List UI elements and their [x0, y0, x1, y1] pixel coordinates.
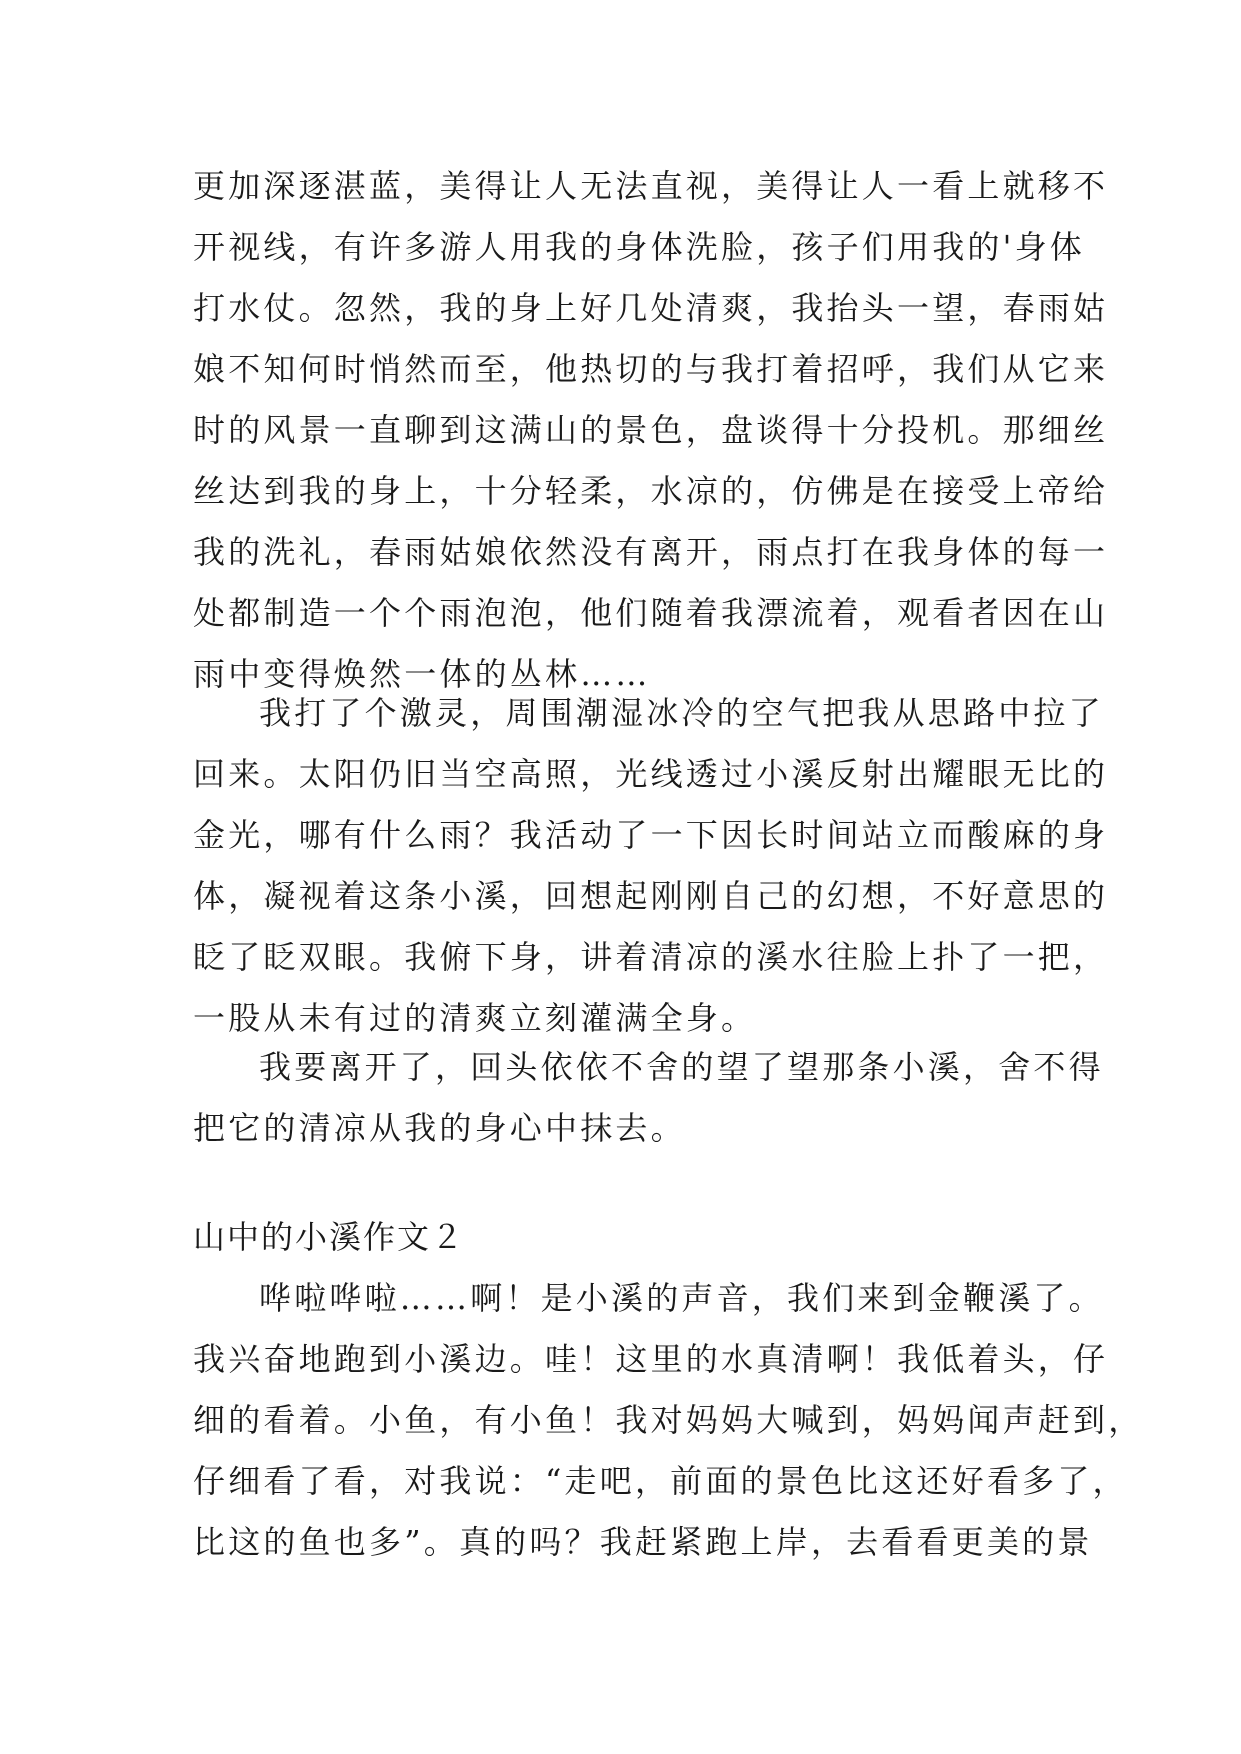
text-line: 细的看着。小鱼，有小鱼！我对妈妈大喊到，妈妈闻声赶到，	[193, 1401, 1144, 1439]
text-line: 我的洗礼，春雨姑娘依然没有离开，雨点打在我身体的每一	[193, 533, 1109, 571]
text-line: 开视线，有许多游人用我的身体洗脸，孩子们用我的'身体	[193, 228, 1085, 266]
paragraph-awakening	[193, 683, 1109, 1049]
paragraph-leaving	[193, 1037, 1104, 1159]
text-line: 金光，哪有什么雨？我活动了一下因长时间站立而酸麻的身	[193, 816, 1109, 854]
text-line: 娘不知何时悄然而至，他热切的与我打着招呼，我们从它来	[193, 350, 1109, 388]
text-line: 把它的清凉从我的身心中抹去。	[193, 1109, 686, 1147]
text-line: 体，凝视着这条小溪，回想起刚刚自己的幻想，不好意思的	[193, 877, 1109, 915]
text-line: 我要离开了，回头依依不舍的望了望那条小溪，舍不得	[259, 1048, 1104, 1086]
text-line: 我兴奋地跑到小溪边。哇！这里的水真清啊！我低着头，仔	[193, 1340, 1109, 1378]
text-line: 仔细看了看，对我说：“走吧，前面的景色比这还好看多了，	[193, 1462, 1128, 1500]
text-line: 雨中变得焕然一体的丛林……	[193, 655, 651, 693]
section-title: 山中的小溪作文２	[193, 1218, 466, 1256]
essay-2	[193, 1207, 1144, 1573]
paragraph-continued	[193, 156, 1109, 705]
text-line: 我打了个激灵，周围潮湿冰冷的空气把我从思路中拉了	[259, 694, 1104, 732]
text-line: 眨了眨双眼。我俯下身，讲着清凉的溪水往脸上扑了一把，	[193, 938, 1109, 976]
text-line: 一股从未有过的清爽立刻灌满全身。	[193, 999, 757, 1037]
text-line: 更加深逐湛蓝，美得让人无法直视，美得让人一看上就移不	[193, 167, 1109, 205]
text-line: 丝达到我的身上，十分轻柔，水凉的，仿佛是在接受上帝给	[193, 472, 1109, 510]
text-line: 回来。太阳仍旧当空高照，光线透过小溪反射出耀眼无比的	[193, 755, 1109, 793]
text-line: 比这的鱼也多”。真的吗？我赶紧跑上岸，去看看更美的景	[193, 1523, 1093, 1561]
text-line: 处都制造一个个雨泡泡，他们随着我漂流着，观看者因在山	[193, 594, 1109, 632]
text-line: 哗啦哗啦……啊！是小溪的声音，我们来到金鞭溪了。	[259, 1279, 1104, 1317]
text-line: 时的风景一直聊到这满山的景色，盘谈得十分投机。那细丝	[193, 411, 1109, 449]
text-line: 打水仗。忽然，我的身上好几处清爽，我抬头一望，春雨姑	[193, 289, 1109, 327]
